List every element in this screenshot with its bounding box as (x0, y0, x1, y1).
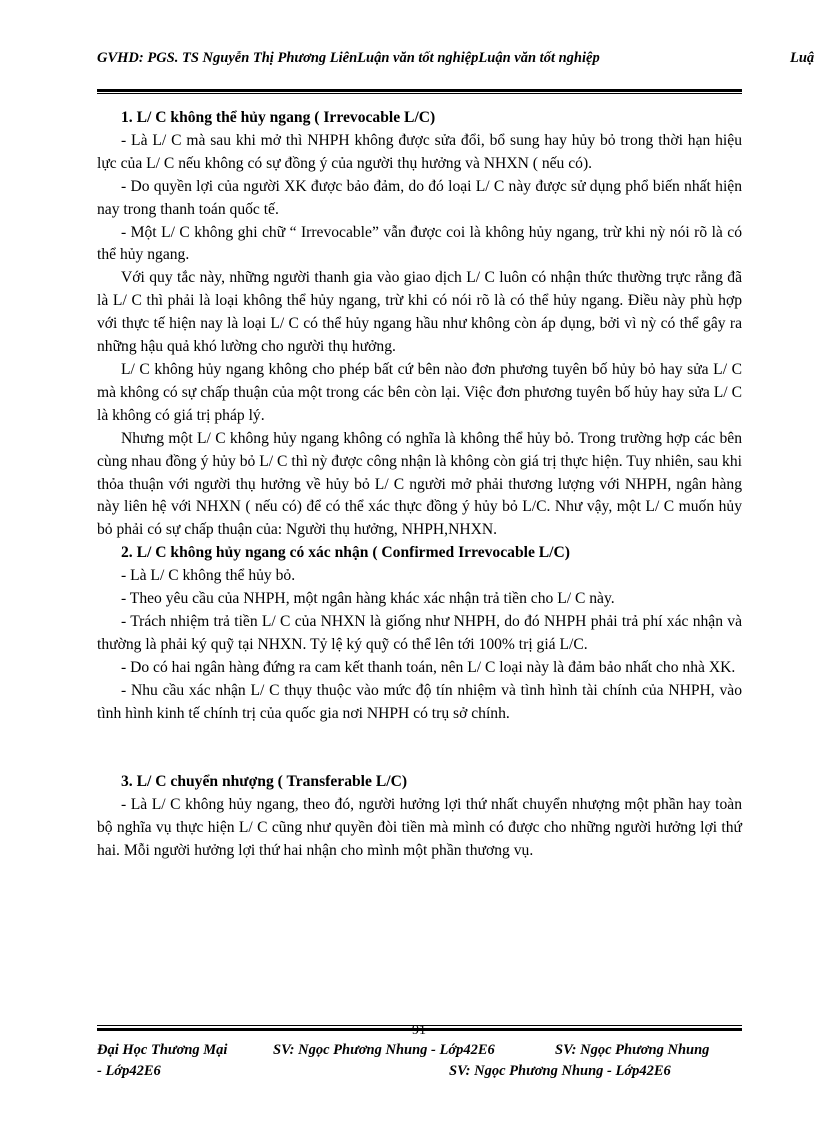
paragraph: - Nhu cầu xác nhận L/ C thụy thuộc vào mức độ tín nhiệm và tình hình tài chính của NHPH, vào tình hình kinh tế chính trị của quốc gia nơi NHPH có trụ sở chính. (97, 681, 742, 722)
document-body (97, 107, 742, 863)
footer-student: SV: Ngọc Phương Nhung (555, 1042, 710, 1058)
section-2-heading (97, 542, 742, 565)
paragraph: - Một L/ C không ghi chữ “ Irrevocable” vẫn được coi là không hủy ngang, trừ khi nỳ nói rõ là có thể hủy ngang. (97, 223, 742, 264)
header-rule (97, 89, 742, 92)
section-1-heading (97, 107, 742, 130)
paragraph: - Trách nhiệm trả tiền L/ C của NHXN là giống như NHPH, do đó NHPH phải trả phí xác nhận và thường là phải ký quỹ tại NHXN. Tỷ lệ ký quỹ có thể lên tới 100% trị giá L/C. (97, 612, 742, 653)
section-number: 3. (121, 773, 133, 791)
paragraph: - Là L/ C không hủy ngang, theo đó, người hưởng lợi thứ nhất chuyển nhượng một phần hay toàn bộ nghĩa vụ thực hiện L/ C cũng như quyền đòi tiền mà mình có được cho những người hưởng lợi thứ hai. Mỗi người hưởng lợi thứ hai nhận cho mình một phần thương vụ. (97, 796, 742, 860)
footer-student: SV: Ngọc Phương Nhung - Lớp42E6 (449, 1063, 671, 1079)
blank-space (97, 725, 742, 771)
section-title: L/ C không hủy ngang có xác nhận ( Confirmed Irrevocable L/C) (136, 544, 570, 562)
footer-class: - Lớp42E6 (97, 1063, 161, 1079)
page-footer (97, 1040, 742, 1082)
section-3-heading (97, 771, 742, 794)
paragraph: - Do có hai ngân hàng đứng ra cam kết thanh toán, nên L/ C loại này là đảm bảo nhất cho nhà XK. (121, 658, 736, 676)
header-right-text: Luậ (790, 50, 815, 66)
footer-student: SV: Ngọc Phương Nhung - Lớp42E6 (273, 1042, 495, 1058)
paragraph: Nhưng một L/ C không hủy ngang không có nghĩa là không thể hủy bỏ. Trong trường hợp các bên cùng nhau đồng ý hủy bỏ L/ C thì nỳ được công nhận là không còn giá trị thực hiện. Tuy nhiên, sau khi thỏa thuận với người thụ hưởng về hủy bỏ L/ C người mở phải thương lượng với NHPH, ngân hàng này liên hệ với NHXN ( nếu có) để có thể xác thực đồng ý hủy bỏ L/C. Như vậy, một L/ C muốn hủy bỏ phải có sự chấp thuận của: Người thụ hưởng, NHPH,NHXN. (97, 429, 742, 539)
paragraph: - Là L/ C không thể hủy bỏ. (121, 567, 296, 585)
paragraph: - Theo yêu cầu của NHPH, một ngân hàng khác xác nhận trả tiền cho L/ C này. (121, 590, 615, 608)
page-header (97, 50, 816, 70)
header-left-text: GVHD: PGS. TS Nguyễn Thị Phương LiênLuận văn tốt nghiệpLuận văn tốt nghiệp (97, 50, 600, 66)
section-number: 2. (121, 544, 133, 562)
paragraph: - Do quyền lợi của người XK được bảo đảm, do đó loại L/ C này được sử dụng phổ biến nhất hiện nay trong thanh toán quốc tế. (97, 177, 742, 218)
paragraph: Với quy tắc này, những người thanh gia vào giao dịch L/ C luôn có nhận thức thường trực rằng đã là L/ C thì phải là loại không thể hủy ngang, trừ khi có nói rõ là có thể hủy ngang. Điều này phù hợp với thực tế hiện nay là loại L/ C có thể hủy ngang hầu như không còn áp dụng, bởi vì nỳ có thể gây ra những hậu quả khó lường cho người thụ hưởng. (97, 269, 742, 356)
footer-school: Đại Học Thương Mại (97, 1042, 228, 1058)
section-number: 1. (121, 109, 133, 126)
header-rule-thin (97, 93, 742, 94)
paragraph: - Là L/ C mà sau khi mở thì NHPH không được sửa đổi, bổ sung hay hủy bỏ trong thời hạn hiệu lực của L/ C nếu không có sự đồng ý của người thụ hưởng và NHXN ( nếu có). (97, 131, 742, 172)
section-title: L/ C không thể hủy ngang ( Irrevocable L/C) (136, 109, 436, 126)
page-number: 91 (412, 1023, 426, 1038)
paragraph: L/ C không hủy ngang không cho phép bất cứ bên nào đơn phương tuyên bố hủy bỏ hay sửa L/ C mà không có sự chấp thuận của một trong các bên còn lại. Việc đơn phương tuyên bố hủy hay sửa L/ C là không có giá trị pháp lý. (97, 360, 742, 424)
section-title: L/ C chuyển nhượng ( Transferable L/C) (136, 773, 408, 791)
